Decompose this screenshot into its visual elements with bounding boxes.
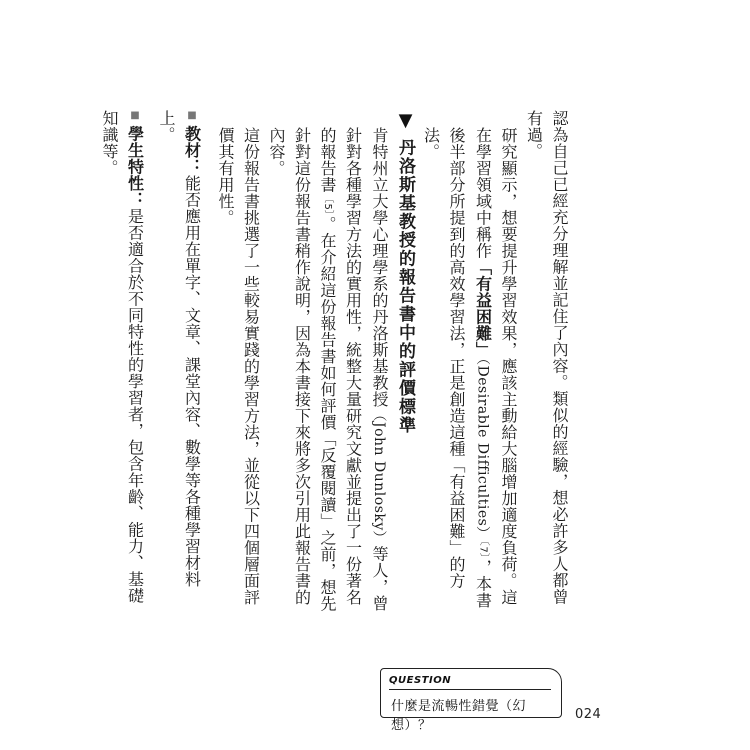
paragraph-3: 肯特州立大學心理學系的丹洛斯基教授（John Dunlosky）等人，曾針對各種學習方法的實用性，統整大量研究文獻並提出了一份著名的報告書〔5〕。在介紹這份報告書如何評價「反覆閱讀」之前，想先針對這份報告書稍作說明，因為本書接下來將多次引用此報告書的內容。 — [267, 127, 389, 612]
question-box — [380, 668, 562, 733]
paragraph-4: 這份報告書挑選了一些較易實踐的學習方法，並從以下四個層面評價其有用性。 — [216, 127, 261, 606]
triangle-marker-icon: ▼ — [395, 110, 416, 133]
question-text: 什麼是流暢性錯覺（幻想）？ — [391, 699, 527, 733]
question-label: QUESTION — [389, 675, 452, 686]
vertical-text-body — [97, 110, 573, 615]
square-bullet-icon: ■ — [186, 110, 198, 122]
bullet-item-learner-traits: ■學生特性：是否適合於不同特性的學習者，包含年齡、能力、基礎知識等。 — [97, 110, 148, 615]
paragraph-1: 認為自己已經充分理解並記住了內容。類似的經驗，想必許多人都曾有過。 — [524, 110, 569, 605]
footnote-7: 〔7〕 — [477, 540, 489, 559]
square-bullet-icon: ■ — [129, 110, 141, 122]
term-desirable-difficulties: 「有益困難」 — [473, 259, 493, 358]
section-heading: ▼丹洛斯基教授的報告書中的評價標準 — [392, 110, 418, 615]
page-number: 024 — [575, 707, 602, 722]
bullet-item-materials: ■教材：能否應用在單字、文章、課堂內容、數學等各種學習材料上。 — [154, 110, 205, 615]
footnote-5: 〔5〕 — [322, 193, 333, 216]
paragraph-2: 研究顯示，想要提升學習效果，應該主動給大腦增加適度負荷。這在學習領域中稱作「有益困難」（Desirable Difficulties）〔7〕，本書後半部分所提到的高效學習法，正是創造這種「有益困難」的方法。 — [421, 127, 518, 609]
question-divider — [389, 689, 551, 690]
